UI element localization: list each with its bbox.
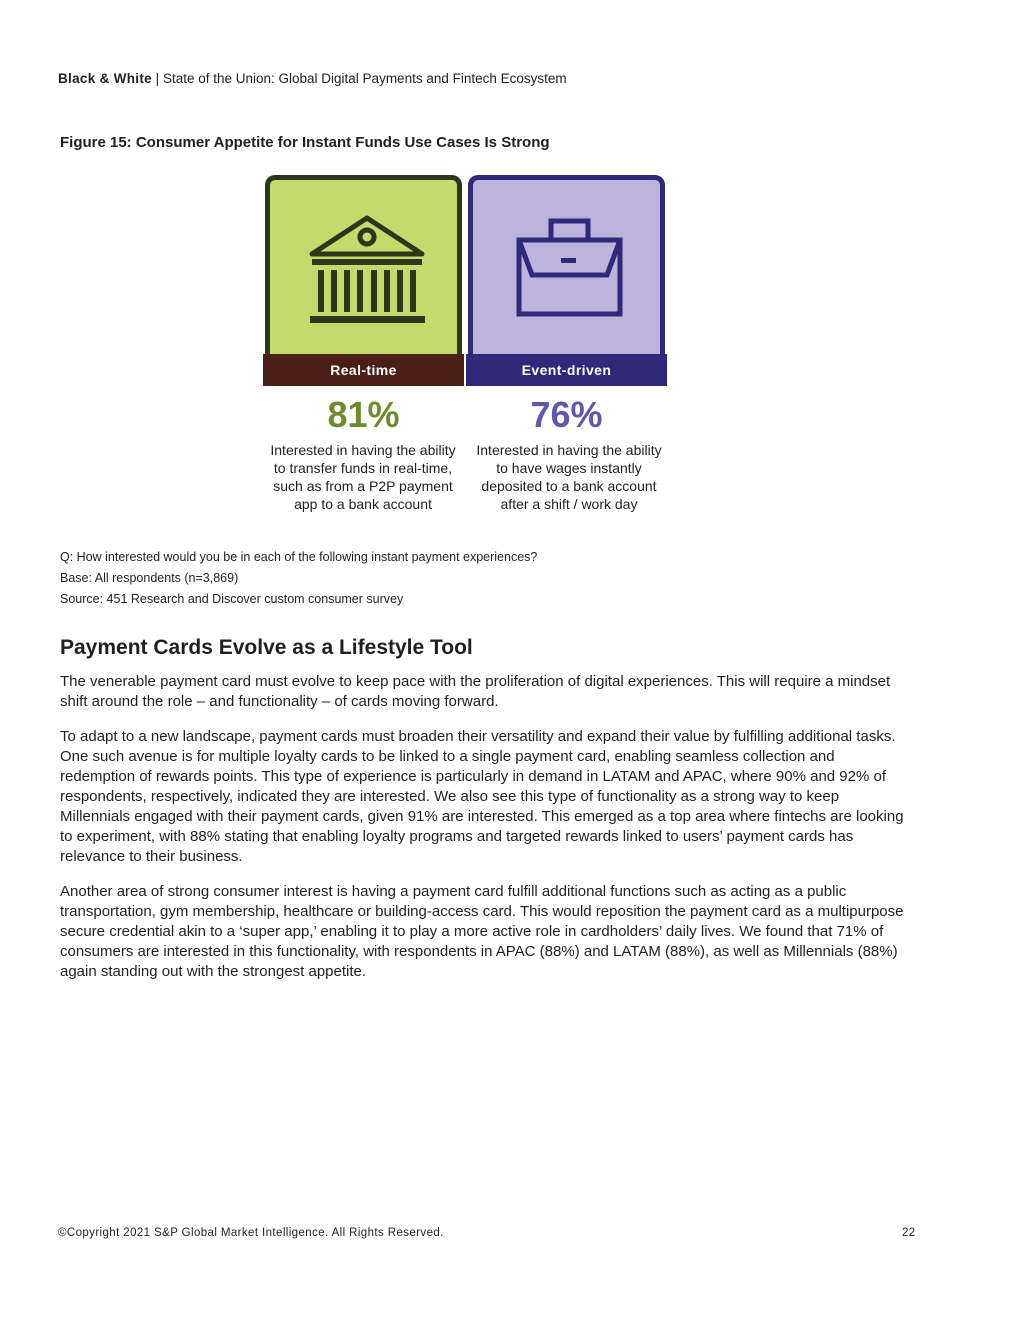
header-separator: |: [151, 71, 163, 86]
event-driven-description: Interested in having the ability to have wages instantly deposited to a bank account after a shift / work day: [476, 442, 662, 512]
document-title: State of the Union: Global Digital Payments and Fintech Ecosystem: [162, 71, 567, 86]
figure-title: Figure 15: Consumer Appetite for Instant Funds Use Cases Is Strong: [60, 134, 550, 151]
briefcase-icon: [473, 180, 660, 357]
body-paragraph: Another area of strong consumer interest is having a payment card fulfill additional functions such as acting as a public transportation, gym membership, healthcare or building-access card. This would reposition the payment card as a multipurpose secure credential akin to a ‘super app,’ enabling it to play a more active role in cardholders’ daily lives. We found that 71% of consumers are interested in this functionality, with respondents in APAC (88%) and LATAM (88%), as well as Millennials (88%) again standing out with the strongest appetite.: [60, 883, 904, 980]
copyright-notice: ©Copyright 2021 S&P Global Market Intelligence. All Rights Reserved.: [58, 1227, 444, 1239]
real-time-value: 81%: [327, 394, 400, 435]
survey-base: Base: All respondents (n=3,869): [60, 571, 239, 585]
bank-icon: [270, 180, 457, 357]
event-driven-label: Event-driven: [466, 354, 667, 386]
real-time-description: Interested in having the ability to transfer funds in real-time, such as from a P2P payment app to a bank account: [270, 442, 456, 512]
body-paragraph: To adapt to a new landscape, payment cards must broaden their versatility and expand their value by fulfilling additional tasks. One such avenue is for multiple loyalty cards to be linked to a single payment card, enabling seamless collection and redemption of rewards points. This type of experience is particularly in demand in LATAM and APAC, where 90% and 92% of respondents, respectively, indicated they are interested. We also see this type of functionality as a strong way to keep Millennials engaged with their payment cards, given 91% are interested. This emerged as a top area where fintechs are looking to experiment, with 88% stating that enabling loyalty programs and targeted rewards linked to users’ payment cards has relevance to their business.: [60, 728, 904, 865]
page-number: 22: [902, 1227, 916, 1239]
section-heading: Payment Cards Evolve as a Lifestyle Tool: [60, 636, 473, 659]
survey-source: Source: 451 Research and Discover custom consumer survey: [60, 592, 404, 606]
event-driven-value: 76%: [530, 394, 603, 435]
real-time-card: [265, 175, 462, 357]
body-paragraph: The venerable payment card must evolve to keep pace with the proliferation of digital experiences. This will require a mindset shift around the role – and functionality – of cards moving forward.: [60, 673, 891, 710]
survey-question: Q: How interested would you be in each of the following instant payment experiences?: [60, 550, 538, 564]
real-time-label: Real-time: [263, 354, 464, 386]
event-driven-card: [468, 175, 665, 357]
brand-name: Black & White: [58, 71, 152, 86]
running-header: [58, 71, 567, 86]
